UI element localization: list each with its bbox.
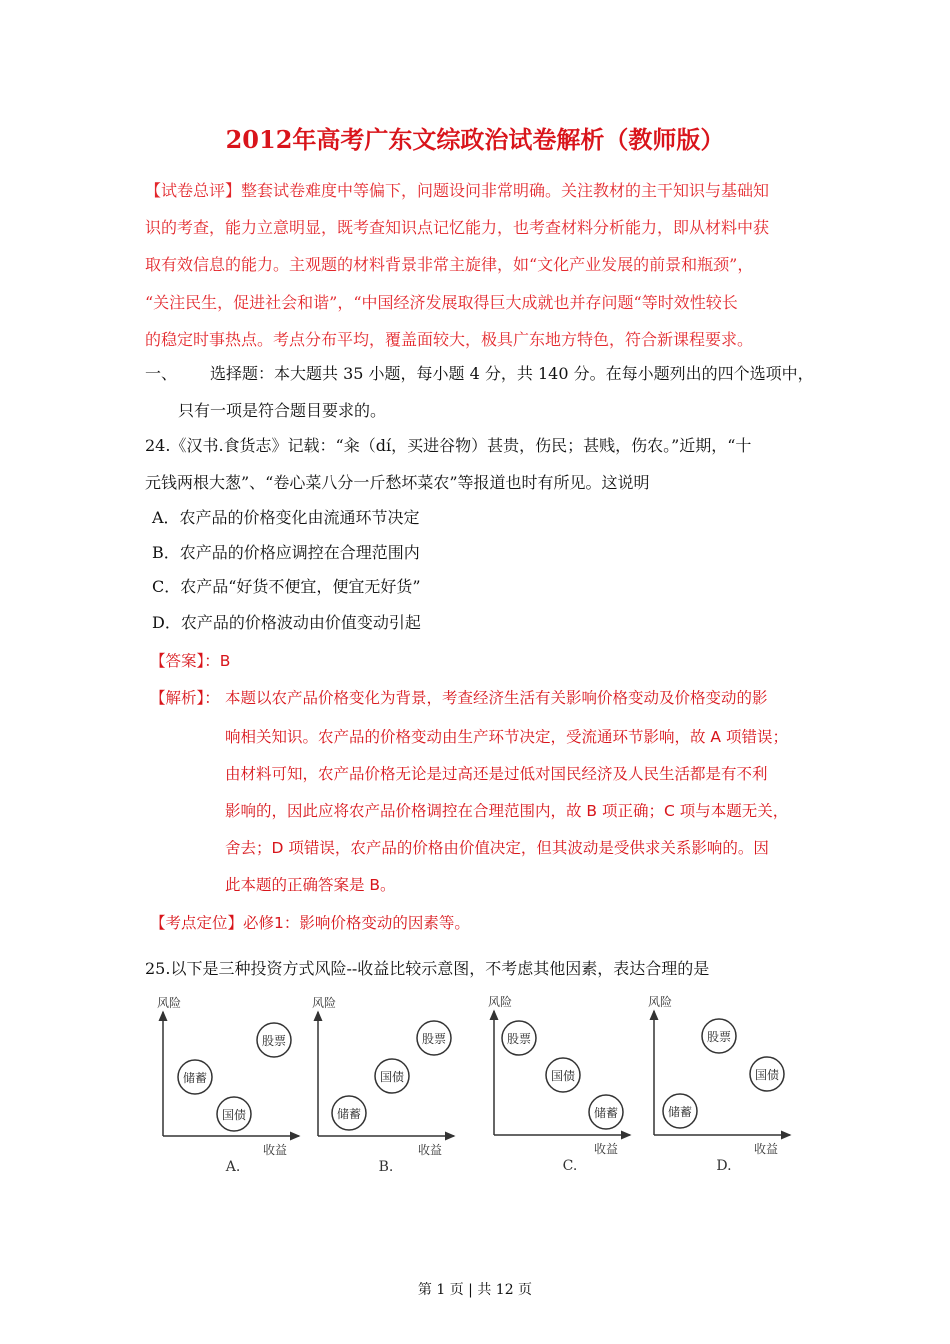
- panel-label: C.: [562, 1158, 578, 1174]
- label-bond: 国债: [379, 1070, 405, 1084]
- label-savings: 储蓄: [336, 1107, 362, 1121]
- label-bond: 国债: [221, 1108, 247, 1122]
- q24-stem: 元钱两根大葱”、“卷心菜八分一斤愁坏菜农”等报道也时有所见。这说明: [145, 473, 650, 492]
- y-axis-label: 风险: [157, 996, 182, 1010]
- q24-option-d: D．农产品的价格波动由价值变动引起: [152, 613, 421, 632]
- label-savings: 储蓄: [667, 1105, 693, 1119]
- label-stock: 股票: [261, 1034, 287, 1048]
- label-savings: 储蓄: [593, 1106, 619, 1120]
- analysis-line: 由材料可知，农产品价格无论是过高还是过低对国民经济及人民生活都是有不利: [225, 765, 768, 783]
- y-axis-label: 风险: [648, 995, 673, 1009]
- review-line: “关注民生，促进社会和谐”，“中国经济发展取得巨大成就也并存问题“等时效性较长: [145, 293, 738, 312]
- q25-stem: 25.以下是三种投资方式风险--收益比较示意图，不考虑其他因素，表达合理的是: [145, 959, 710, 978]
- analysis-line: 此本题的正确答案是 B。: [225, 876, 396, 894]
- x-axis-label: 收益: [263, 1143, 288, 1157]
- section-heading-cont: 只有一项是符合题目要求的。: [178, 401, 387, 420]
- x-axis-label: 收益: [594, 1142, 619, 1156]
- section-heading: 选择题：本大题共 35 小题，每小题 4 分，共 140 分。在每小题列出的四个选项中，: [210, 364, 814, 383]
- page-footer: 第 1 页 | 共 12 页: [417, 1282, 533, 1298]
- analysis-line: 本题以农产品价格变化为背景，考查经济生活有关影响价格变动及价格变动的影: [225, 689, 768, 707]
- y-axis-label: 风险: [312, 996, 337, 1010]
- q24-option-c: C．农产品“好货不便宜，便宜无好货”: [152, 577, 421, 596]
- q24-option-a: A．农产品的价格变化由流通环节决定: [152, 508, 420, 527]
- x-axis-label: 收益: [418, 1143, 443, 1157]
- label-stock: 股票: [706, 1030, 732, 1044]
- label-savings: 储蓄: [182, 1071, 208, 1085]
- panel-label: D.: [716, 1158, 732, 1174]
- analysis-line: 舍去；D 项错误，农产品的价格由价值决定，但其波动是受供求关系影响的。因: [225, 839, 769, 857]
- review-line: 识的考查，能力立意明显，既考查知识点记忆能力，也考查材料分析能力，即从材料中获: [145, 218, 770, 237]
- review-line: 取有效信息的能力。主观题的材料背景非常主旋律，如“文化产业发展的前景和瓶颈”，: [145, 255, 754, 274]
- q24-stem: 24.《汉书.食货志》记载：“籴（dí，买进谷物）甚贵，伤民；甚贱，伤农。”近期，“十: [145, 436, 752, 455]
- page-title: 2012年高考广东文综政治试卷解析（教师版）: [225, 125, 725, 154]
- label-stock: 股票: [421, 1032, 447, 1046]
- q24-option-b: B．农产品的价格应调控在合理范围内: [152, 543, 420, 562]
- point-location: 【考点定位】必修1：影响价格变动的因素等。: [150, 914, 470, 932]
- q24-answer: 【答案】：B: [150, 652, 231, 670]
- label-stock: 股票: [506, 1032, 532, 1046]
- label-bond: 国债: [550, 1069, 576, 1083]
- review-line: 的稳定时事热点。考点分布平均，覆盖面较大，极具广东地方特色，符合新课程要求。: [145, 330, 754, 349]
- analysis-label: 【解析】：: [150, 689, 220, 707]
- analysis-line: 响相关知识。农产品的价格变动由生产环节决定，受流通环节影响，故 A 项错误；: [225, 728, 788, 746]
- x-axis-label: 收益: [754, 1142, 779, 1156]
- panel-label: A.: [225, 1159, 241, 1175]
- label-bond: 国债: [754, 1068, 780, 1082]
- review-line: 【试卷总评】整套试卷难度中等偏下，问题设问非常明确。关注教材的主干知识与基础知: [145, 181, 770, 200]
- analysis-line: 影响的，因此应将农产品价格调控在合理范围内，故 B 项正确；C 项与本题无关，: [225, 802, 789, 820]
- panel-label: B.: [378, 1159, 394, 1175]
- y-axis-label: 风险: [488, 995, 513, 1009]
- section-number: 一、: [145, 364, 178, 383]
